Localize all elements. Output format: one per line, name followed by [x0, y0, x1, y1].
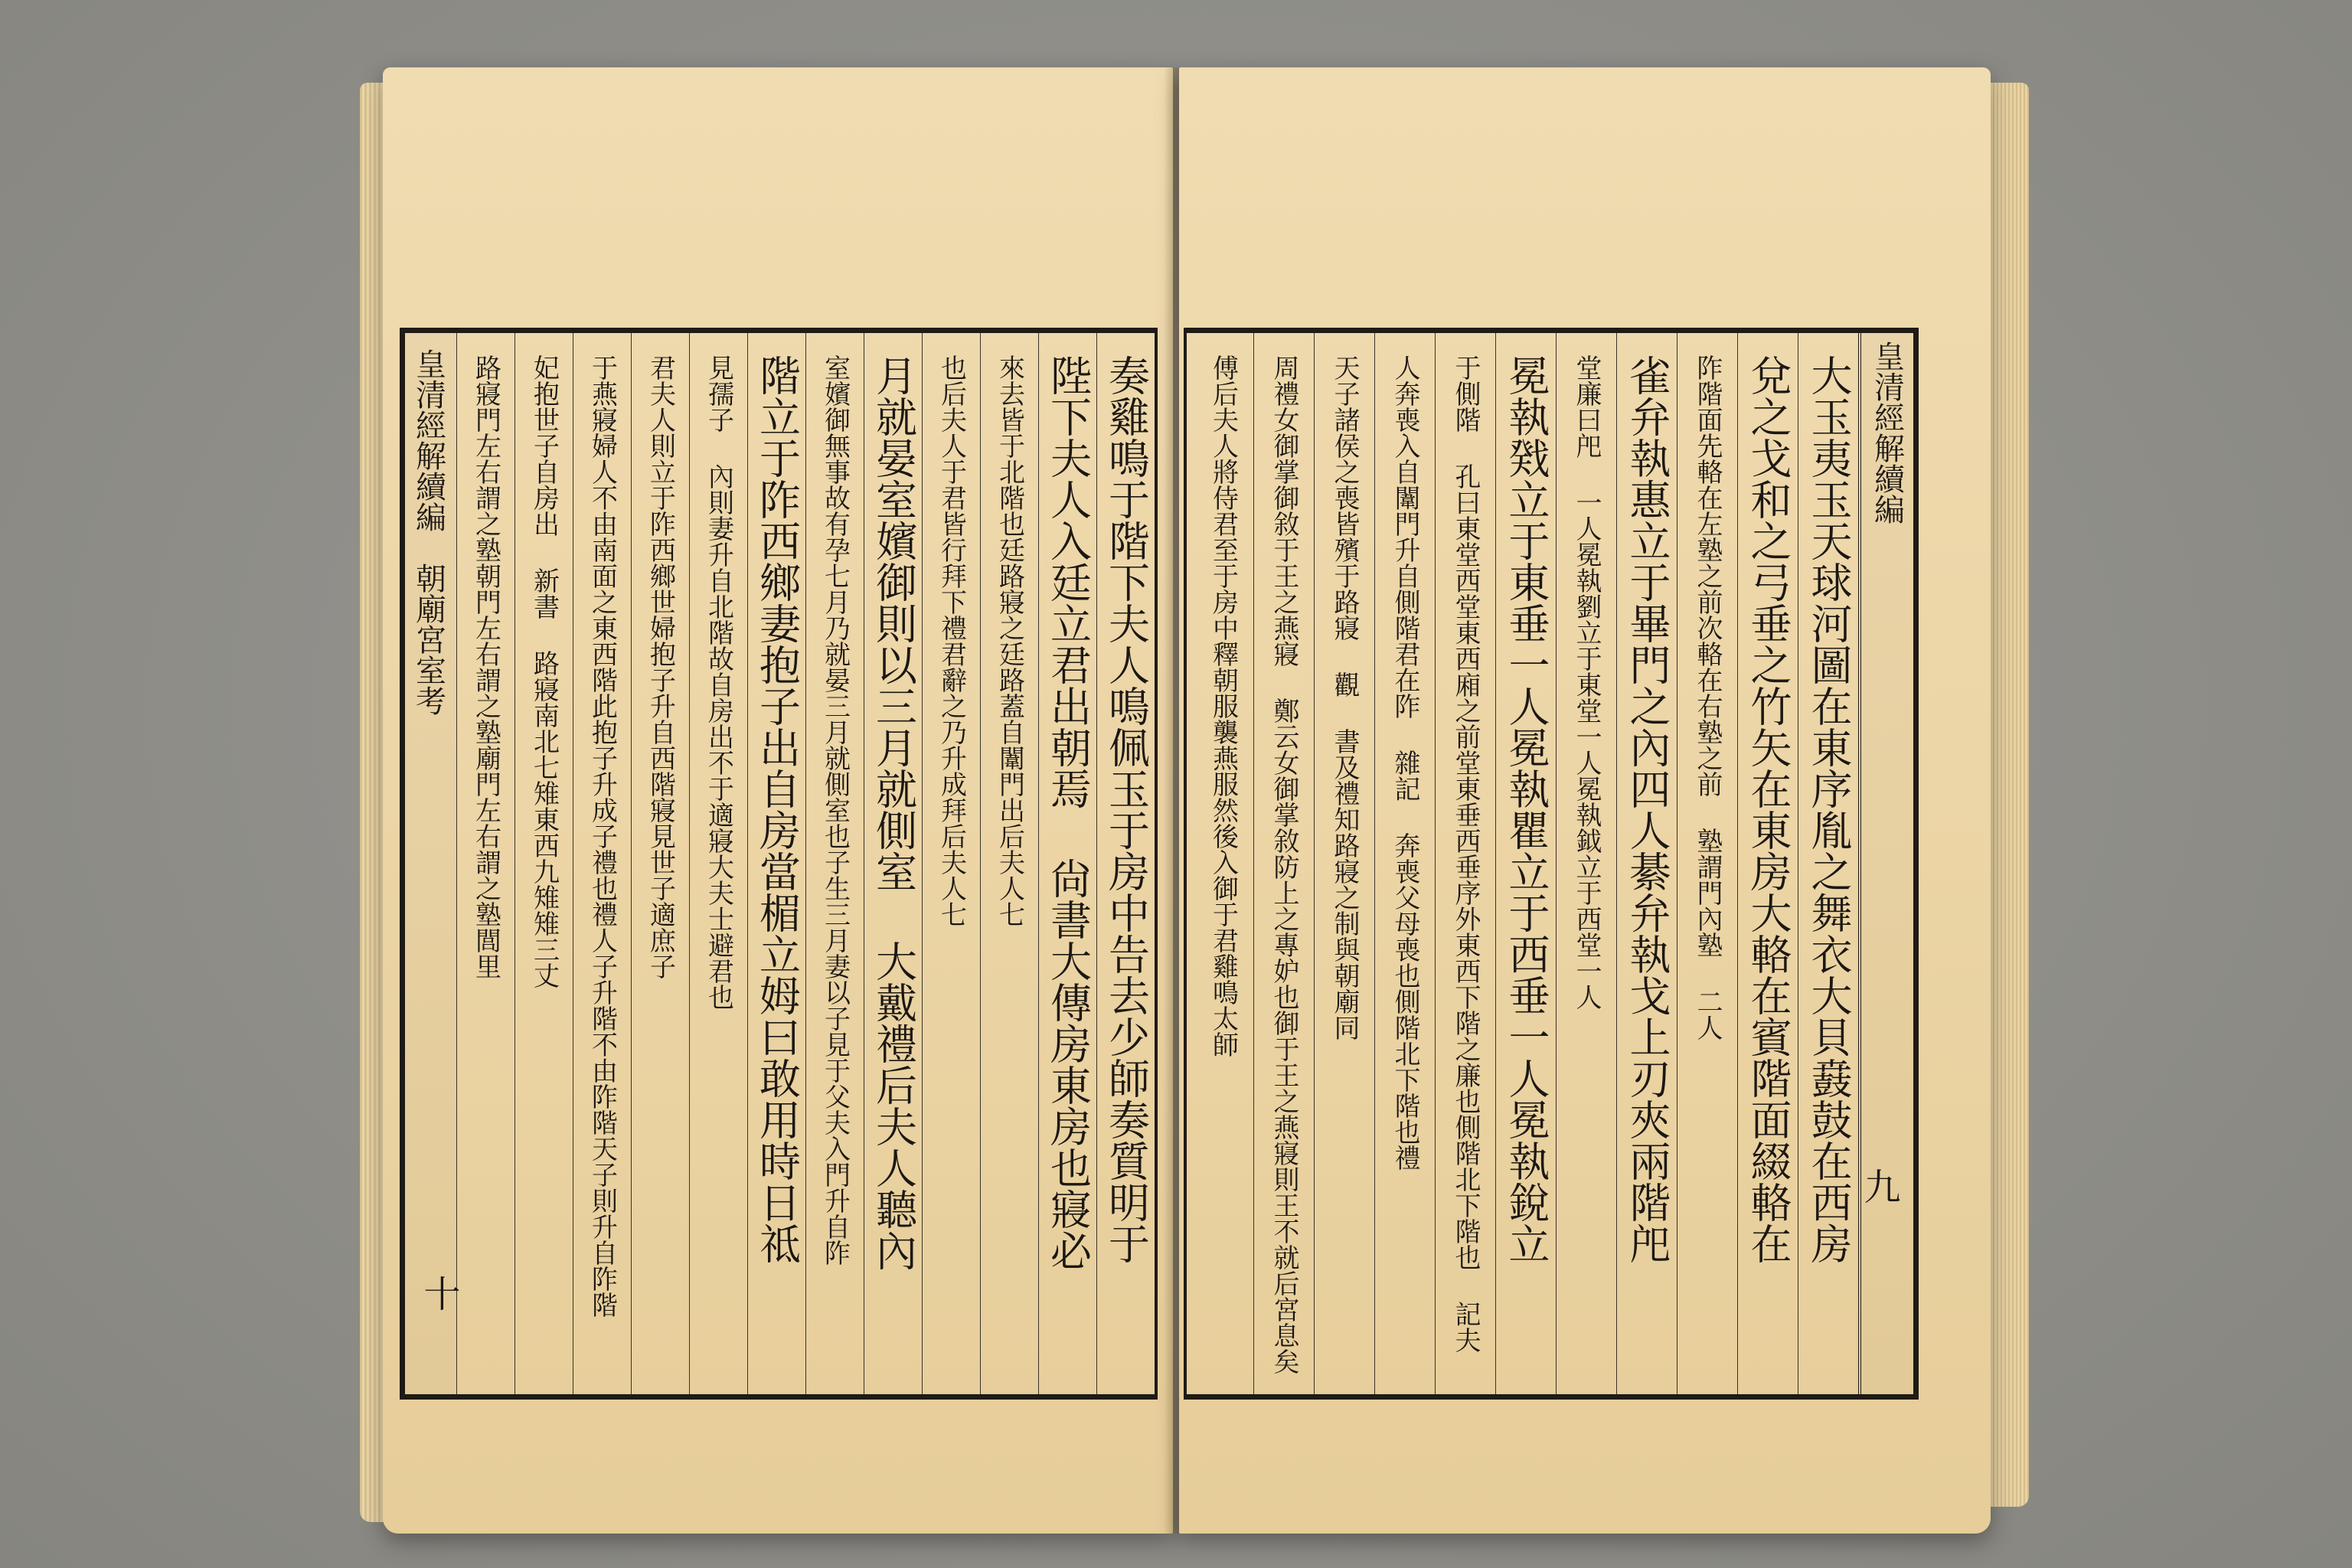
column-text: 階立于阼西鄉妻抱子出自房當楣立姆曰敢用時日祗 — [753, 354, 802, 1264]
text-column — [922, 333, 980, 1394]
text-column — [1677, 333, 1737, 1394]
column-text: 冕執戣立于東垂一人冕執瞿立于西垂一人冕執銳立 — [1502, 354, 1550, 1264]
left-page-margin-column — [401, 333, 456, 1394]
text-column — [1798, 333, 1858, 1394]
right-page-columns — [1187, 333, 1913, 1394]
text-column — [1096, 333, 1155, 1394]
text-column — [1616, 333, 1677, 1394]
book-title: 皇清經解續編 — [410, 348, 446, 532]
text-column — [631, 333, 689, 1394]
text-column — [1314, 333, 1374, 1394]
column-text: 奏雞鳴于階下夫人鳴佩玉于房中告去少師奏質明于 — [1102, 354, 1151, 1264]
column-text: 天子諸侯之喪皆殯于路寢 觀 書及禮知路寢之制與朝廟同 — [1329, 354, 1360, 1040]
right-page — [1179, 67, 1991, 1534]
text-column — [1435, 333, 1495, 1394]
column-text: 堂廉曰戺 一人冕執劉立于東堂一人冕執鉞立于西堂一人 — [1571, 354, 1602, 1010]
text-column — [1374, 333, 1435, 1394]
column-text: 于燕寢婦人不由南面之東西階此抱子升成子禮也禮人子升階不由阼階天子則升自阼階 — [586, 354, 618, 1318]
column-text: 路寢門左右謂之塾朝門左右謂之塾廟門左右謂之塾閭里 — [470, 354, 501, 979]
left-page-folio: 十 — [417, 1275, 460, 1312]
column-text: 大玉夷玉天球河圖在東序胤之舞衣大貝鼖鼓在西房 — [1805, 354, 1853, 1264]
column-text: 妃抱世子自房出 新書 路寢南北七雉東西九雉雉三丈 — [528, 354, 560, 988]
column-text: 人奔喪入自闈門升自側階君在阼 雜記 奔喪父母喪也側階北下階也禮 — [1390, 354, 1420, 1171]
left-page — [383, 67, 1173, 1534]
column-text: 月就晏室嬪御則以三月就側室 大戴禮后夫人聽內 — [869, 354, 918, 1271]
column-text: 雀弁執惠立于畢門之內四人綦弁執戈上刃夾兩階戺 — [1623, 354, 1671, 1264]
text-column — [689, 333, 747, 1394]
text-column — [573, 333, 631, 1394]
text-column — [864, 333, 922, 1394]
column-text: 兌之戈和之弓垂之竹矢在東房大輅在賓階面綴輅在 — [1744, 354, 1792, 1264]
left-page-text-frame — [400, 328, 1158, 1400]
chapter-title: 朝廟宮室考 — [410, 563, 446, 716]
book-title: 皇清經解續編 — [1869, 341, 1905, 524]
right-page-text-frame — [1184, 328, 1919, 1400]
text-column — [1556, 333, 1616, 1394]
text-column — [805, 333, 864, 1394]
text-column — [456, 333, 514, 1394]
right-page-margin-column — [1858, 333, 1913, 1394]
column-text: 君夫人則立于阼西鄉世婦抱子升自西階寢見世子適庶子 — [645, 354, 676, 979]
text-column — [514, 333, 573, 1394]
column-text: 阼階面先輅在左塾之前次輅在右塾之前 塾謂門內塾 二人 — [1692, 354, 1723, 1040]
column-text: 于側階 孔曰東堂西堂東西廂之前堂東垂西垂序外東西下階之廉也側階北下階也 記夫 — [1450, 354, 1481, 1353]
text-column — [747, 333, 805, 1394]
column-text: 周禮女御掌御敘于王之燕寢 鄭云女御掌敘防上之專妒也御于王之燕寢則王不就后宮息矣 — [1269, 354, 1299, 1374]
column-text: 室嬪御無事故有孕七月乃就晏三月就側室也子生三月妻以子見于父夫入門升自阼 — [819, 354, 851, 1266]
column-text: 傅后夫人將侍君至于房中釋朝服襲燕服然後入御于君雞鳴太師 — [1207, 354, 1239, 1057]
text-column — [1193, 333, 1253, 1394]
right-page-folio: 九 — [1857, 1168, 1900, 1204]
text-column — [980, 333, 1038, 1394]
left-page-columns — [405, 333, 1155, 1394]
column-text: 陛下夫人入廷立君出朝焉 尙書大傳房東房也寢必 — [1044, 354, 1093, 1271]
open-book — [360, 67, 2014, 1534]
column-text: 也后夫人于君皆行拜下禮君辭之乃升成拜后夫人七 — [936, 354, 967, 927]
text-column — [1737, 333, 1798, 1394]
text-column — [1038, 333, 1096, 1394]
text-column — [1495, 333, 1556, 1394]
column-text: 見孺子 內則妻升自北階故自房出不于適寢大夫士避君也 — [703, 354, 734, 1010]
text-column — [1253, 333, 1314, 1394]
column-text: 來去皆于北階也廷路寢之廷路蓋自闈門出后夫人七 — [994, 354, 1025, 927]
